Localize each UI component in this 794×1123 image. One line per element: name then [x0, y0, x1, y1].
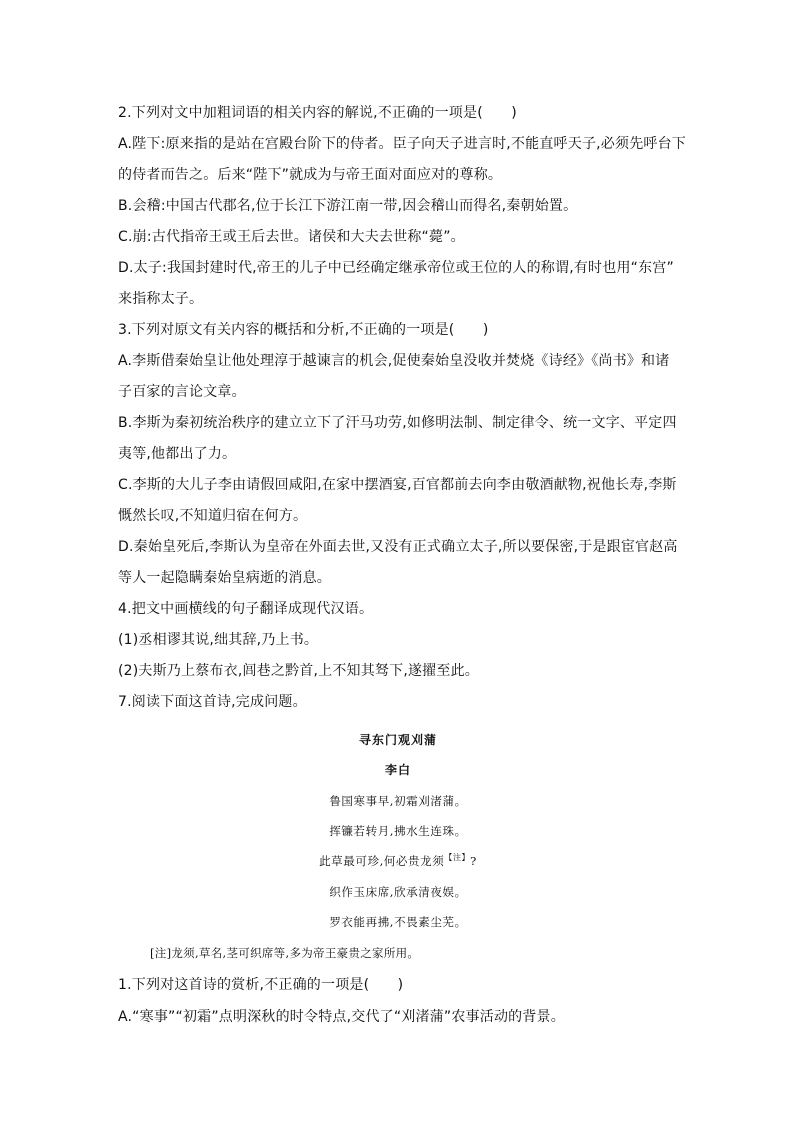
question-4-sentence-2: (2)夫斯乃上蔡布衣,闾巷之黔首,上不知其驽下,遂擢至此。 — [118, 663, 479, 679]
poem-line-1: 鲁国寒事早,初霜刈渚蒲。 — [329, 794, 467, 808]
poem-footnote: [注]龙须,草名,茎可织席等,多为帝王豪贵之家所用。 — [150, 946, 420, 960]
question-2-option-c: C.崩:古代指帝王或王后去世。诸侯和大夫去世称“薨”。 — [118, 229, 465, 245]
poem-line-3-end: ? — [470, 854, 477, 868]
poem-author: 李白 — [384, 763, 411, 777]
poem-line-5: 罗衣能再拂,不畏素尘芜。 — [329, 915, 467, 929]
question-2-option-a: A.陛下:原来指的是站在宫殿台阶下的侍者。臣子向天子进言时,不能直呼天子,必须先呼台下 — [118, 136, 686, 152]
question-7-stem: 7.阅读下面这首诗,完成问题。 — [118, 694, 307, 710]
poem-line-3 — [118, 853, 678, 869]
question-1-stem: 1.下列对这首诗的赏析,不正确的一项是( ) — [118, 977, 404, 993]
question-2-option-a-cont: 的侍者而告之。后来“陛下”就成为与帝王面对面应对的尊称。 — [118, 167, 503, 183]
question-4-sentence-1: (1)丞相谬其说,绌其辞,乃上书。 — [118, 632, 319, 648]
question-3-stem: 3.下列对原文有关内容的概括和分析,不正确的一项是( ) — [118, 322, 489, 338]
question-3-option-d-cont: 等人一起隐瞒秦始皇病逝的消息。 — [118, 570, 331, 586]
question-2-option-b: B.会稽:中国古代郡名,位于长江下游江南一带,因会稽山而得名,秦朝始置。 — [118, 198, 578, 214]
question-3-option-b: B.李斯为秦初统治秩序的建立立下了汗马功劳,如修明法制、制定律令、统一文字、平定四 — [118, 415, 677, 431]
question-3-option-a: A.李斯借秦始皇让他处理淳于越谏言的机会,促使秦始皇没收并焚烧《诗经》《尚书》和诸 — [118, 353, 670, 369]
question-3-option-b-cont: 夷等,他都出了力。 — [118, 446, 237, 462]
poem-note-marker: 【注】 — [444, 853, 471, 863]
poem-line-3-text: 此草最可珍,何必贵龙须 — [319, 854, 445, 868]
question-3-option-a-cont: 子百家的言论文章。 — [118, 384, 246, 400]
poem-line-4: 织作玉床席,欣承清夜娱。 — [329, 885, 467, 899]
poem-line-2: 挥镰若转月,拂水生连珠。 — [329, 824, 467, 838]
question-1-option-a: A.“寒事”“初霜”点明深秋的时令特点,交代了“刈渚蒲”农事活动的背景。 — [118, 1009, 565, 1025]
question-3-option-c: C.李斯的大儿子李由请假回咸阳,在家中摆酒宴,百官都前去向李由敬酒献物,祝他长寿,李斯 — [118, 477, 677, 493]
question-2-option-d: D.太子:我国封建时代,帝王的儿子中已经确定继承帝位或王位的人的称谓,有时也用“东宫” — [118, 260, 674, 276]
question-2-stem: 2.下列对文中加粗词语的相关内容的解说,不正确的一项是( ) — [118, 105, 517, 121]
question-2-option-d-cont: 来指称太子。 — [118, 291, 204, 307]
poem-title: 寻东门观刈蒲 — [358, 733, 437, 747]
question-3-option-c-cont: 慨然长叹,不知道归宿在何方。 — [118, 508, 308, 524]
question-4-stem: 4.把文中画横线的句子翻译成现代汉语。 — [118, 601, 374, 617]
question-3-option-d: D.秦始皇死后,李斯认为皇帝在外面去世,又没有正式确立太子,所以要保密,于是跟宦官赵高 — [118, 539, 678, 555]
